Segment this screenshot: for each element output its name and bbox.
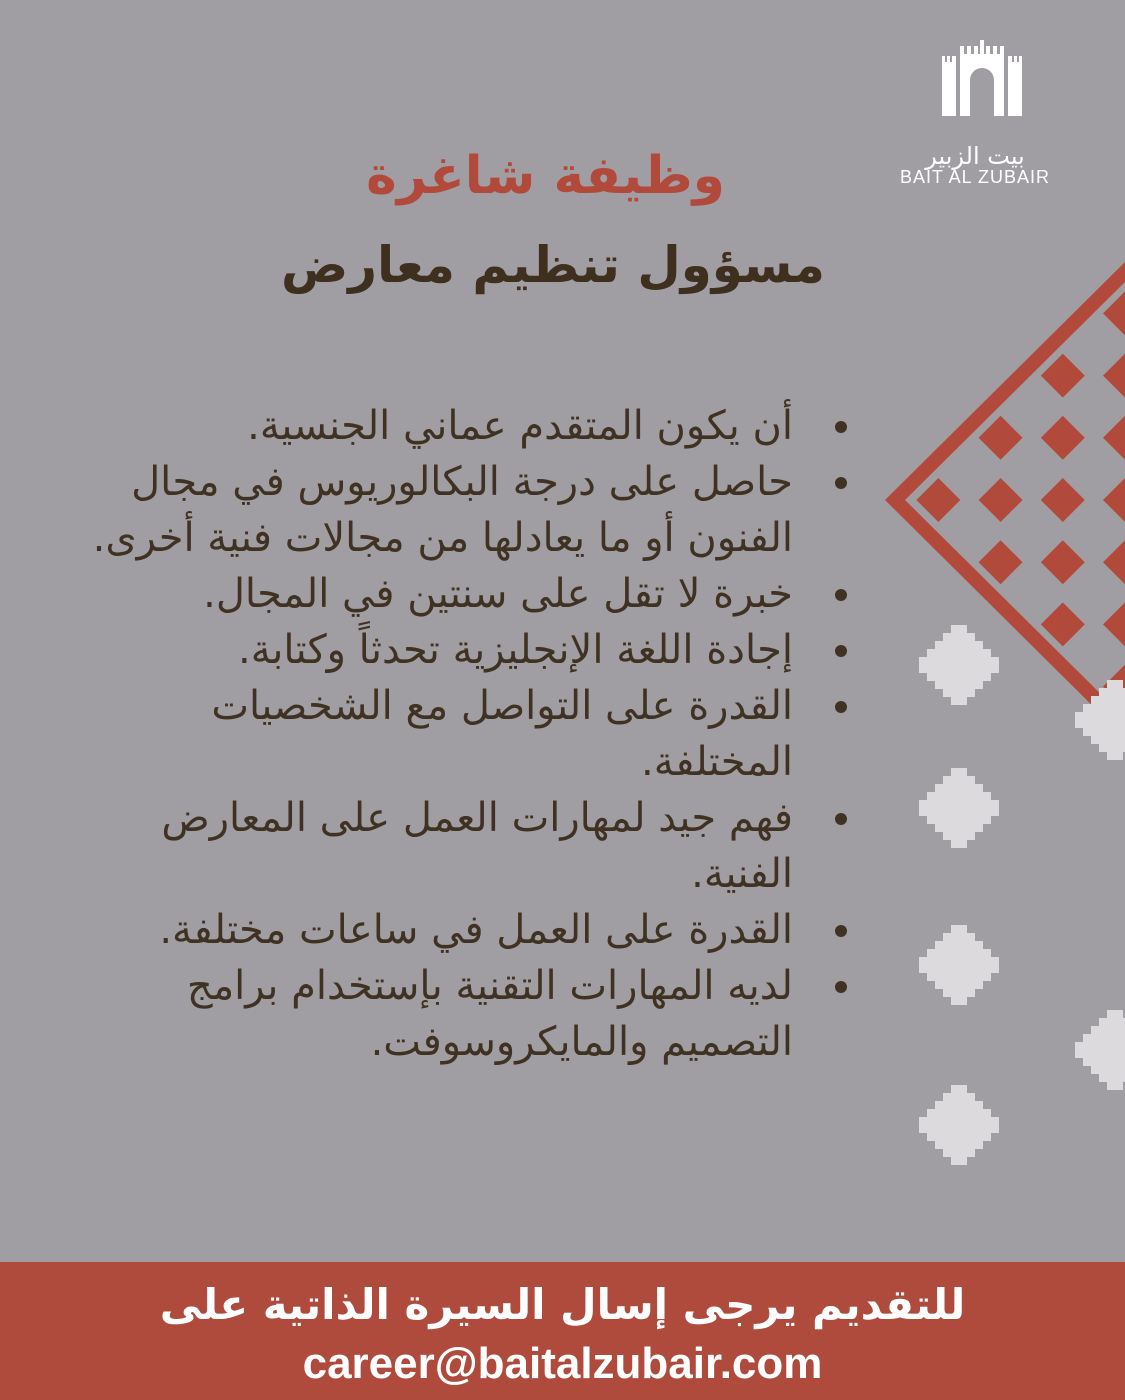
pattern-diamond bbox=[1103, 354, 1125, 398]
requirement-text: فهم جيد لمهارات العمل على المعارض الفنية. bbox=[161, 795, 793, 897]
list-item bbox=[73, 678, 863, 790]
list-item bbox=[73, 958, 863, 1070]
requirement-text: القدرة على التواصل مع الشخصيات المختلفة. bbox=[211, 683, 793, 785]
pattern-diamond bbox=[1041, 478, 1085, 522]
ornament-motif bbox=[1075, 1010, 1125, 1090]
pattern-diamond bbox=[1041, 354, 1085, 398]
list-item bbox=[73, 454, 863, 566]
requirements-list bbox=[73, 398, 863, 1070]
pattern-diamond bbox=[979, 478, 1023, 522]
footer-banner bbox=[0, 1262, 1125, 1400]
vacancy-title: وظيفة شاغرة bbox=[366, 146, 725, 206]
ornament-motif bbox=[919, 1085, 999, 1165]
pattern-diamond bbox=[979, 540, 1023, 584]
requirement-text: القدرة على العمل في ساعات مختلفة. bbox=[159, 907, 793, 953]
list-item bbox=[73, 790, 863, 902]
bullet-icon bbox=[835, 477, 847, 489]
list-item bbox=[73, 902, 863, 958]
ornament-motif bbox=[919, 768, 999, 848]
bullet-icon bbox=[835, 421, 847, 433]
bullet-icon bbox=[835, 813, 847, 825]
pattern-diamond bbox=[1103, 602, 1125, 646]
requirement-text: أن يكون المتقدم عماني الجنسية. bbox=[247, 403, 793, 449]
logo-english-text: BAIT AL ZUBAIR bbox=[899, 167, 1051, 187]
requirement-text: خبرة لا تقل على سنتين في المجال. bbox=[203, 571, 793, 617]
bullet-icon bbox=[835, 981, 847, 993]
list-item bbox=[73, 398, 863, 454]
bait-al-zubair-logo bbox=[890, 40, 1080, 187]
pattern-diamond bbox=[1041, 602, 1085, 646]
requirement-text: حاصل على درجة البكالوريوس في مجال الفنون أو ما يعادلها من مجالات فنية أخرى. bbox=[92, 459, 793, 561]
list-item bbox=[73, 566, 863, 622]
ornament-motif bbox=[919, 925, 999, 1005]
pattern-diamond bbox=[1103, 478, 1125, 522]
logo-arabic-text: بيت الزبير bbox=[925, 142, 1025, 170]
pattern-diamond bbox=[1041, 416, 1085, 460]
decorative-pattern bbox=[885, 0, 1125, 1262]
career-email-link[interactable]: career@baitalzubair.com bbox=[302, 1339, 823, 1388]
pattern-diamond bbox=[1103, 416, 1125, 460]
fort-gate-icon bbox=[942, 40, 1022, 116]
apply-instruction: للتقديم يرجى إسال السيرة الذاتية على bbox=[159, 1280, 966, 1329]
pattern-diamond bbox=[916, 478, 960, 522]
requirement-text: لديه المهارات التقنية بإستخدام برامج التصميم والمايكروسوفت. bbox=[186, 963, 793, 1065]
bullet-icon bbox=[835, 925, 847, 937]
requirement-text: إجادة اللغة الإنجليزية تحدثاً وكتابة. bbox=[238, 627, 793, 673]
list-item bbox=[73, 622, 863, 678]
pattern-diamond bbox=[1103, 540, 1125, 584]
pattern-diamond bbox=[979, 416, 1023, 460]
bullet-icon bbox=[835, 645, 847, 657]
ornament-motif bbox=[919, 625, 999, 705]
bullet-icon bbox=[835, 701, 847, 713]
job-position-title: مسؤول تنظيم معارض bbox=[281, 236, 825, 294]
pattern-diamond bbox=[1041, 540, 1085, 584]
bullet-icon bbox=[835, 589, 847, 601]
